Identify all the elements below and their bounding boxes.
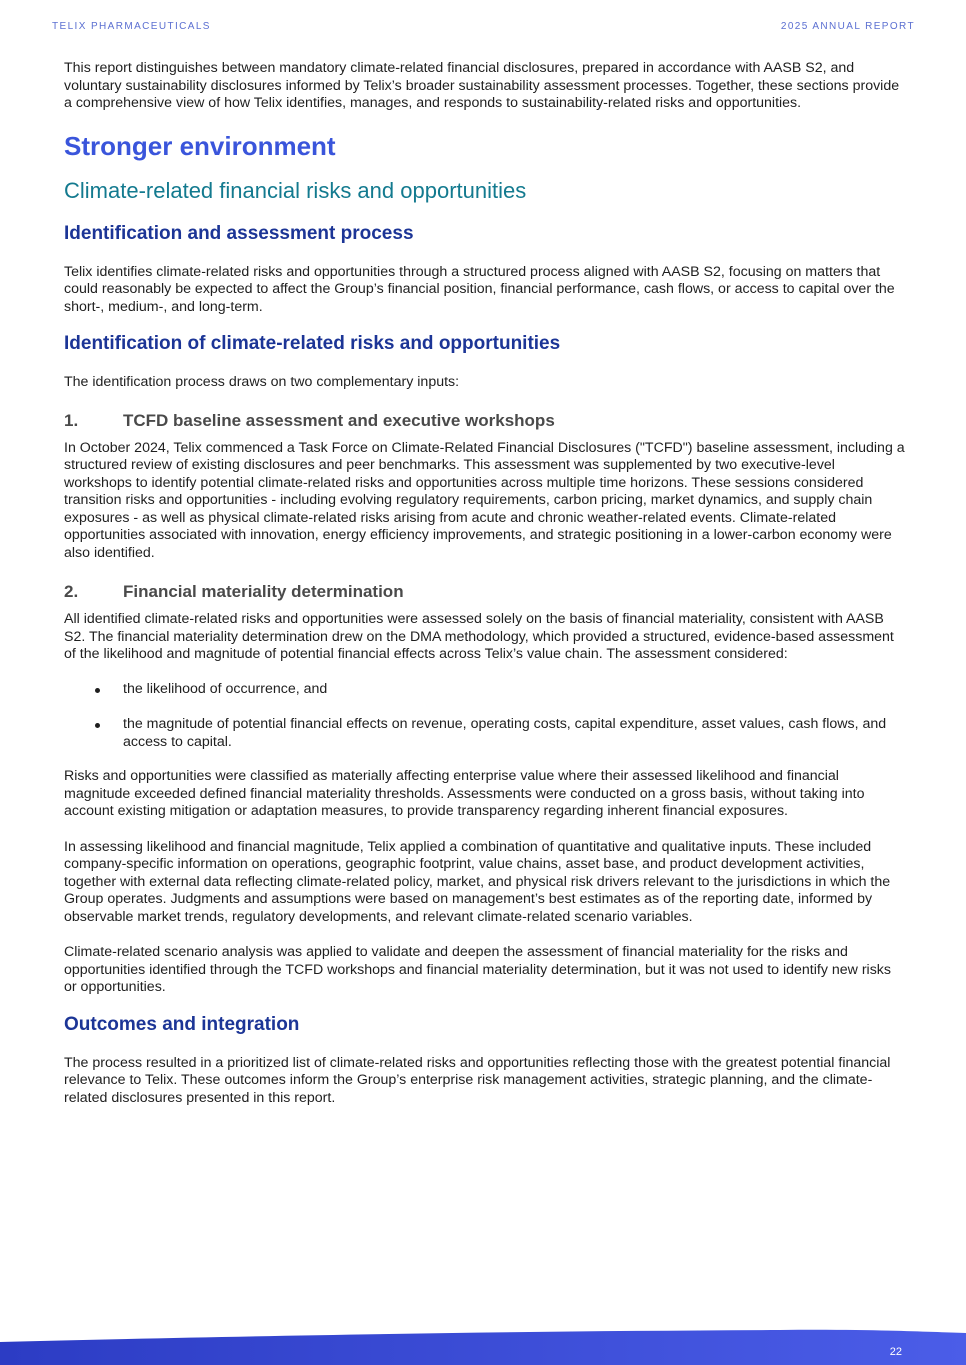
outcomes-heading: Outcomes and integration <box>64 1013 300 1035</box>
footer-wave-band <box>0 1325 966 1365</box>
intro-paragraph: This report distinguishes between mandatory climate-related financial disclosures, prepared in accordance with AASB S2, and voluntary sustainability disclosures informed by Telix’s broader sustainability assessment processes. Together, these sections provide a comprehensive view of how Telix identifies, manages, and responds to sustainability-related risks and opportunities. <box>64 60 900 111</box>
materiality-paragraph: All identified climate-related risks and opportunities were assessed solely on the basis of financial materiality, consistent with AASB S2. The financial materiality determination drew on the DMA methodology, which provided a structured, evidence-based assessment of the likelihood and magnitude of potential financial effects across Telix’s value chain. The assessment considered: <box>64 611 894 662</box>
identification-assessment-body: Telix identifies climate-related risks and opportunities through a structured process aligned with AASB S2, focusing on matters that could reasonably be expected to affect the Group’s financial position, financial performance, cash flows, or access to capital over the short-, medium-, and long-term. <box>64 263 895 315</box>
numbered-heading-1-number: 1. <box>64 410 79 430</box>
numbered-heading-2-title: Financial materiality determination <box>123 582 404 601</box>
list-item: the magnitude of potential financial effects on revenue, operating costs, capital expenditure, asset values, cash flows, and access to capital. <box>94 716 906 751</box>
running-header <box>52 21 915 32</box>
subsection-title: Climate-related financial risks and opportunities <box>64 177 527 203</box>
scenario-analysis-paragraph: Climate-related scenario analysis was applied to validate and deepen the assessment of financial materiality for the risks and opportunities identified through the TCFD workshops and financial materiality determination, but it was not used to identify new risks or opportunities. <box>64 944 891 995</box>
numbered-heading-2-number: 2. <box>64 582 79 601</box>
tcfd-paragraph: In October 2024, Telix commenced a Task Force on Climate-Related Financial Disclosures ("TCFD") baseline assessment, including a structured review of existing disclosures and peer benchmarks. This assessment was supplemented by two executive-level workshops to identify potential climate-related risks and opportunities across multiple time horizons. These sessions considered transition risks and opportunities - including evolving regulatory requirements, carbon pricing, market dynamics, and supply chain exposures - as well as physical climate-related risks arising from acute and chronic weather-related events. Climate-related opportunities associated with innovation, energy efficiency improvements, and strategic positioning in a lower-carbon economy were also identified. <box>64 439 905 561</box>
numbered-heading-1 <box>64 410 906 432</box>
page-content <box>64 60 906 1107</box>
identification-risks-heading: Identification of climate-related risks and opportunities <box>64 333 561 354</box>
classification-paragraph: Risks and opportunities were classified as materially affecting enterprise value where their assessed likelihood and financial magnitude exceeded defined financial materiality thresholds. Assessments were conducted on a gross basis, without taking into account existing mitigation or adaptation measures, to provide transparency regarding inherent financial exposures. <box>64 768 865 819</box>
header-company-name: TELIX PHARMACEUTICALS <box>52 21 211 32</box>
header-report-title: 2025 ANNUAL REPORT <box>780 21 915 32</box>
identification-assessment-heading: Identification and assessment process <box>64 222 414 244</box>
likelihood-paragraph: In assessing likelihood and financial magnitude, Telix applied a combination of quantitative and qualitative inputs. These included company-specific information on operations, geographic footprint, value chains, asset base, and product development activities, together with external data reflecting climate-related policy, market, and physical risk drivers relevant to the jurisdictions in which the Group operates. Judgments and assumptions were based on management’s best estimates as of the reporting date, informed by observable market trends, regulatory developments, and relevant climate-related scenario variables. <box>64 838 891 925</box>
section-title: Stronger environment <box>64 130 336 161</box>
list-item: the likelihood of occurrence, and <box>94 681 906 699</box>
outcomes-body: The process resulted in a prioritized list of climate-related risks and opportunities reflecting those with the greatest potential financial relevance to Telix. These outcomes inform the Group’s enterprise risk management activities, strategic planning, and the climate-related disclosures presented in this report. <box>64 1054 891 1106</box>
page-number: 22 <box>889 1346 902 1358</box>
assessment-criteria-list <box>94 681 906 752</box>
numbered-heading-2 <box>64 581 906 603</box>
identification-risks-intro: The identification process draws on two complementary inputs: <box>64 374 460 390</box>
numbered-heading-1-title: TCFD baseline assessment and executive workshops <box>123 410 555 430</box>
